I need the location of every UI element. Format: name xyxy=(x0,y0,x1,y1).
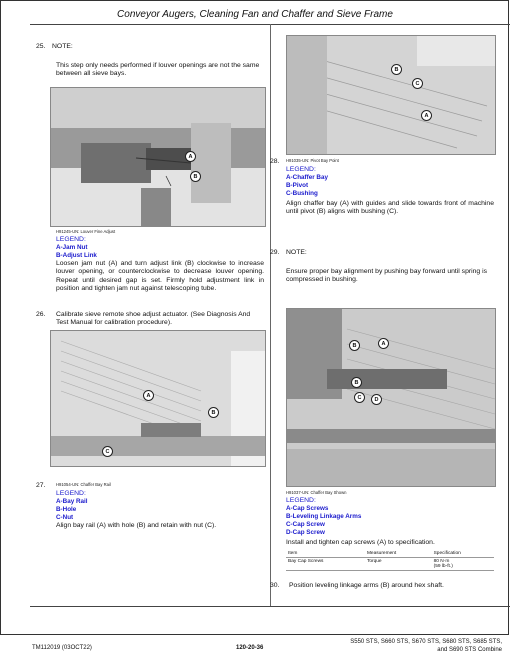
spec-header-measurement: Measurement xyxy=(365,550,432,558)
callout-b: B xyxy=(391,64,402,75)
figure-cap-screw-illustration xyxy=(287,309,495,486)
step-29-number: 29. xyxy=(270,249,280,256)
legend-item: C-Cap Screw xyxy=(286,521,325,529)
callout-a: A xyxy=(185,151,196,162)
step-25-instructions: Loosen jam nut (A) and turn adjust link (B) clockwise to increase louver opening, or counterclockwise to decrease louver opening. Repeat until desired gap is set. Firmly hold adjustment link in position and tighten jam nut against telescoping tube. xyxy=(56,260,264,293)
legend-item: A-Bay Rail xyxy=(56,498,88,506)
footer-models-line2: and S690 STS Combine xyxy=(437,647,502,653)
legend-item: A-Jam Nut xyxy=(56,244,88,252)
callout-c: C xyxy=(412,78,423,89)
figure-louver-fine-adjust xyxy=(50,87,266,227)
spec-value xyxy=(432,558,494,571)
step-28-text: Align chaffer bay (A) with guides and slide towards front of machine until pivot (B) aligns with bushing (C). xyxy=(286,200,494,216)
step-26-number: 26. xyxy=(36,311,46,318)
spec-item: Bay Cap Screws xyxy=(286,558,365,571)
figure-4-legend xyxy=(286,497,361,537)
figure-chaffer-bay-rail xyxy=(50,330,266,467)
step-26-text: Calibrate sieve remote shoe adjust actuator. (See Diagnosis And Test Manual for calibration procedure). xyxy=(56,311,251,327)
legend-item: B-Leveling Linkage Arms xyxy=(286,513,362,521)
step-30-pre-text: Install and tighten cap screws (A) to specification. xyxy=(286,539,435,546)
spec-header-item: Item xyxy=(286,550,365,558)
callout-b: B xyxy=(349,340,360,351)
callout-d: D xyxy=(371,394,382,405)
legend-item: B-Hole xyxy=(56,506,77,514)
callout-a: A xyxy=(421,110,432,121)
step-27-text: Align bay rail (A) with hole (B) and retain with nut (C). xyxy=(56,522,217,529)
footer-page-number: 120-20-36 xyxy=(236,645,264,651)
callout-b: B xyxy=(351,377,362,388)
step-30-number: 30. xyxy=(270,582,280,589)
figure-1-caption: H91245-UN: Louver Fine Adjust xyxy=(56,229,116,234)
legend-item: B-Pivot xyxy=(286,182,309,190)
step-30-text: Position leveling linkage arms (B) around hex shaft. xyxy=(289,582,444,589)
legend-title: LEGEND: xyxy=(286,166,316,173)
step-25-note-text: This step only needs performed if louver openings are not the same between all sieve bays. xyxy=(56,62,260,78)
legend-item: C-Bushing xyxy=(286,190,318,198)
callout-a: A xyxy=(378,338,389,349)
legend-item: C-Nut xyxy=(56,514,74,522)
step-25-number: 25. xyxy=(36,43,46,50)
legend-item: B-Adjust Link xyxy=(56,252,97,260)
figure-bay-rail-illustration xyxy=(51,331,265,466)
spec-measurement: Torque xyxy=(365,558,432,571)
legend-title: LEGEND: xyxy=(286,497,316,504)
figure-louver-illustration xyxy=(51,88,265,226)
callout-b: B xyxy=(190,171,201,182)
footer-models-line1: S550 STS, S660 STS, S670 STS, S680 STS, S685 STS, xyxy=(350,639,502,645)
figure-2-legend xyxy=(56,490,88,522)
figure-pivot-illustration xyxy=(287,36,495,154)
step-27-number: 27. xyxy=(36,482,46,489)
spec-table xyxy=(286,550,494,571)
legend-title: LEGEND: xyxy=(56,490,86,497)
spec-table-header-row xyxy=(286,550,494,558)
spec-table-row xyxy=(286,558,494,571)
callout-c: C xyxy=(102,446,113,457)
figure-4-caption: H91037-UN: Chaffer Bay Shown xyxy=(286,490,347,495)
callout-c: C xyxy=(354,392,365,403)
column-divider xyxy=(270,24,271,606)
figure-chaffer-bay-shown xyxy=(286,308,496,487)
step-28-number: 28. xyxy=(270,158,280,165)
legend-item: A-Chaffer Bay xyxy=(286,174,328,182)
spec-value-imperial: (59 lb-ft.) xyxy=(433,564,453,569)
spec-value-metric: 80 N·m xyxy=(433,559,450,564)
legend-item: D-Cap Screw xyxy=(286,529,325,537)
step-25-note-title: NOTE: xyxy=(52,43,73,50)
footer-doc-id: TM112019 (03OCT22) xyxy=(32,645,92,651)
legend-item: A-Cap Screws xyxy=(286,505,329,513)
page-header-title: Conveyor Augers, Cleaning Fan and Chaffer and Sieve Frame xyxy=(117,9,393,20)
legend-title: LEGEND: xyxy=(56,236,86,243)
callout-a: A xyxy=(143,390,154,401)
spec-header-specification: Specification xyxy=(432,550,494,558)
figure-pivot-bay-point xyxy=(286,35,496,155)
bottom-rule xyxy=(30,606,510,607)
figure-3-caption: H91035-UN: Pivot Bay Point xyxy=(286,158,339,163)
figure-3-legend xyxy=(286,166,328,198)
figure-1-legend xyxy=(56,236,97,260)
step-29-note-text: Ensure proper bay alignment by pushing bay forward until spring is compressed in bushing. xyxy=(286,268,487,284)
callout-b: B xyxy=(208,407,219,418)
figure-2-caption: H91054-UN: Chaffer Bay Rail xyxy=(56,482,111,487)
step-29-note-title: NOTE: xyxy=(286,249,307,256)
